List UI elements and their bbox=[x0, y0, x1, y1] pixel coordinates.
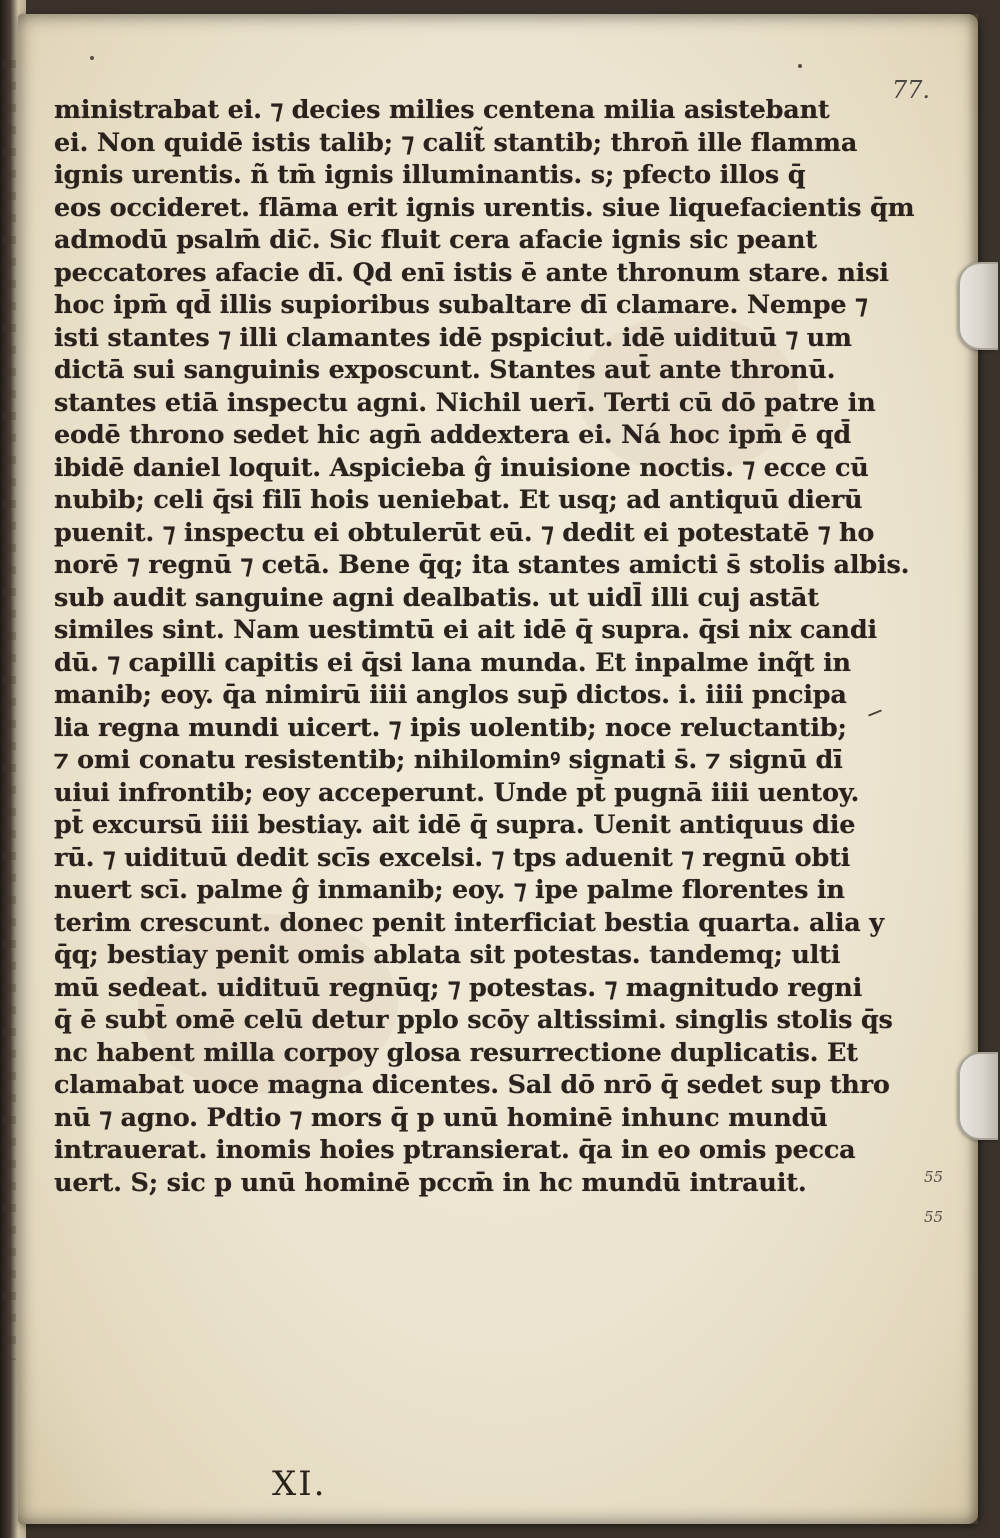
text-line: pt̄ excursū iiii bestiay. ait idē q̄ supra. Uenit antiquus die bbox=[54, 810, 856, 840]
text-line: uert. S; sic p unū hominē pccm̄ in hc mundū intrauit. bbox=[54, 1167, 807, 1198]
text-line: admodū psalm̄ dic̄. Sic fluit cera afacie ignis sic peant bbox=[54, 225, 817, 255]
text-line: ibidē daniel loquit. Aspicieba ĝ inuisione noctis. ⁊ ecce cū bbox=[54, 452, 869, 483]
text-line: dictā sui sanguinis exposcunt. Stantes aut̄ ante thronū. bbox=[54, 355, 836, 385]
marginal-note: 55 bbox=[924, 1208, 944, 1226]
text-line: q̄q; bestiay penit omis ablata sit potestas. tandemq; ulti bbox=[54, 940, 841, 970]
text-line: eodē throno sedet hic agn̄ addextera ei. Ná hoc ipm̄ ē qd̄ bbox=[54, 420, 851, 450]
pricking-mark bbox=[798, 64, 802, 68]
text-line: similes sint. Nam uestimtū ei ait idē q̄ supra. q̄si nix candi bbox=[54, 615, 878, 645]
text-line: terim crescunt. donec penit interficiat bestia quarta. alia y bbox=[54, 907, 884, 938]
pricking-mark bbox=[90, 56, 94, 60]
main-text-block bbox=[54, 94, 915, 1199]
folio-number: 77. bbox=[891, 76, 930, 104]
text-line: ⁊ omi conatu resistentib; nihilominꝰ signati s̄. ⁊ signū dī bbox=[54, 745, 843, 775]
text-line: manib; eoy. q̄a nimirū iiii anglos sup̄ dictos. i. iiii pncipa bbox=[54, 680, 847, 710]
text-line: nuert scī. palme ĝ inmanib; eoy. ⁊ ipe palme florentes in bbox=[54, 875, 845, 905]
text-line: nc habent milla corpoy glosa resurrectione duplicatis. Et bbox=[54, 1037, 858, 1068]
text-line: nubib; celi q̄si filī hois ueniebat. Et usq; ad antiquū dierū bbox=[54, 485, 863, 515]
text-line: uiui infrontib; eoy acceperunt. Unde pt̄ pugnā iiii uentoy. bbox=[54, 777, 860, 808]
text-line: puenit. ⁊ inspectu ei obtulerūt eū. ⁊ dedit ei potestatē ⁊ ho bbox=[54, 517, 875, 548]
text-line: mū sedeat. uidituū regnūq; ⁊ potestas. ⁊ magnitudo regni bbox=[54, 972, 863, 1003]
page-tab-top bbox=[958, 262, 998, 350]
text-line: ei. Non quidē istis talib; ⁊ calit̃ stantib; thron̄ ille flamma bbox=[54, 127, 858, 158]
text-line: norē ⁊ regnū ⁊ cetā. Bene q̄q; ita stantes amicti s̄ stolis albis. bbox=[54, 550, 910, 580]
text-line: intrauerat. inomis hoies ptransierat. q̄a in eo omis pecca bbox=[54, 1135, 856, 1165]
quire-signature: XI. bbox=[272, 1464, 327, 1504]
text-line: dū. ⁊ capilli capitis ei q̄si lana munda. Et inpalme inq̃t in bbox=[54, 647, 851, 678]
text-line: q̄ ē subt̄ omē celū detur pplo scōy altissimi. singlis stolis q̄s bbox=[54, 1005, 893, 1035]
text-line: ministrabat ei. ⁊ decies milies centena milia asistebant bbox=[54, 95, 830, 125]
facing-page-edge bbox=[2, 60, 16, 1360]
text-line: stantes etiā inspectu agni. Nichil uerī. Terti cū dō patre in bbox=[54, 387, 876, 418]
text-line: lia regna mundi uicert. ⁊ ipis uolentib; noce reluctantib; bbox=[54, 712, 847, 743]
marginal-note: 55 bbox=[924, 1168, 944, 1186]
text-line: sub audit sanguine agni dealbatis. ut uidl̄ illi cuj astāt bbox=[54, 582, 819, 613]
text-line: nū ⁊ agno. Pdtio ⁊ mors q̄ p unū hominē inhunc mundū bbox=[54, 1102, 828, 1133]
text-line: isti stantes ⁊ illi clamantes idē pspiciut. idē uidituū ⁊ um bbox=[54, 322, 852, 353]
text-line: eos occideret. flāma erit ignis urentis. siue liquefacientis q̄m bbox=[54, 192, 915, 223]
page-tab-bottom bbox=[958, 1052, 998, 1140]
text-line: rū. ⁊ uidituū dedit scīs excelsi. ⁊ tps aduenit ⁊ regnū obti bbox=[54, 842, 851, 873]
text-line: clamabat uoce magna dicentes. Sal dō nrō q̄ sedet sup thro bbox=[54, 1070, 890, 1100]
leaf-edge-shadow bbox=[968, 14, 978, 1524]
text-line: ignis urentis. ñ tm̄ ignis illuminantis. s; pfecto illos q̄ bbox=[54, 160, 806, 190]
text-line: peccatores afacie dī. Qd enī istis ē ante thronum stare. nisi bbox=[54, 257, 889, 288]
text-line: hoc ipm̄ qd̄ illis supioribus subaltare dī clamare. Nempe ⁊ bbox=[54, 290, 868, 320]
